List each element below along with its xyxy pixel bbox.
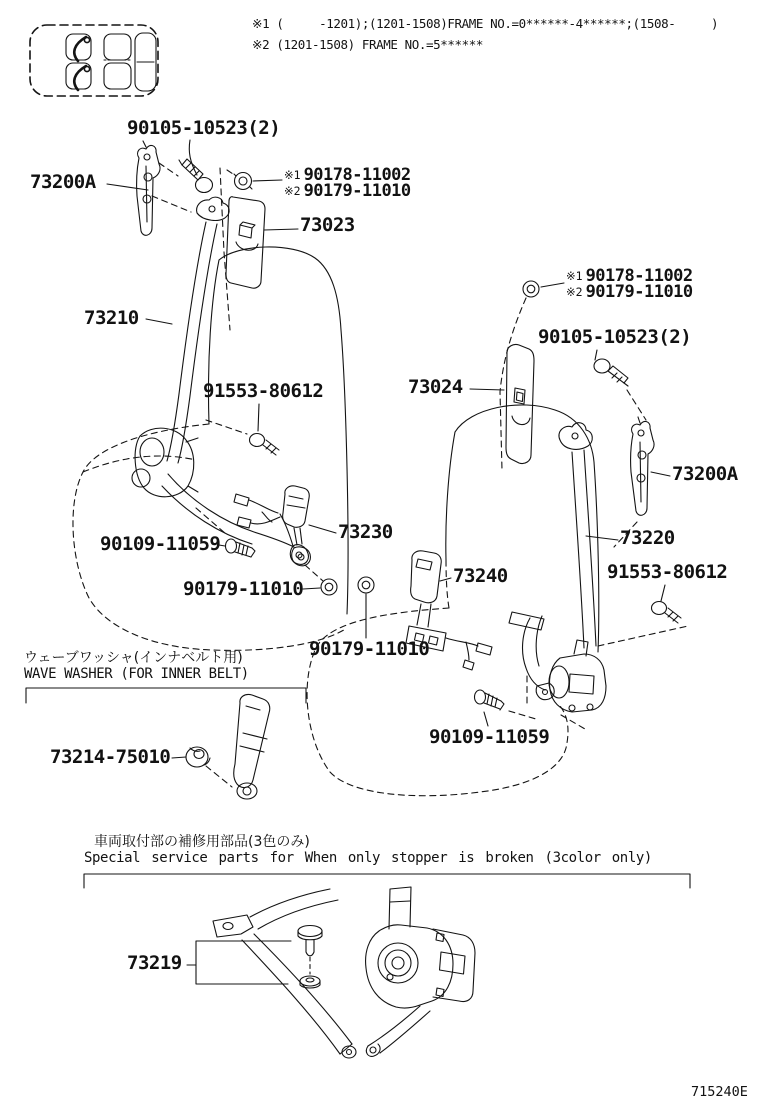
label-73230: 73230 [338,521,393,543]
frame-no-note-2: ※2 (1201-1508) FRAME NO.=5****** [252,37,483,52]
wave-washer-title-jp: ウェーブワッシャ(インナベルト用) [24,650,243,666]
garnish-73023-art [226,197,265,288]
screw-90105-left-art [179,159,213,193]
label-90179-11010-ref-right: 90179-11010 [585,282,693,302]
screw-91553-right-art [652,602,682,624]
nut-90178-left-art [234,173,252,190]
nut-90179-mid-art [358,577,374,593]
right-belt-73220-art [509,423,606,712]
label-ref-nut-left [284,167,411,199]
label-90179-left: 90179-11010 [183,578,304,600]
nut-90178-right-art [523,281,539,297]
label-73210: 73210 [84,307,139,329]
vehicle-top-view-icon [30,25,158,96]
left-assembly-dashes [152,163,323,581]
label-90178-11002-left: 90178-11002 [303,165,411,185]
label-91553-left: 91553-80612 [203,380,324,402]
drawing-code: 715240E [691,1084,748,1100]
screw-91553-left-art [250,434,280,456]
special-parts-title-en: Special service parts for When only stopper is broken (3color only) [84,850,652,866]
label-90178-11002-right: 90178-11002 [585,266,693,286]
right-assembly-dashes [500,298,688,729]
screw-90105-right-art [594,359,628,386]
label-73023: 73023 [300,214,355,236]
wave-washer-title-en: WAVE WASHER (FOR INNER BELT) [24,666,249,682]
label-73219: 73219 [127,952,182,974]
adjuster-73200a-left-art [137,141,160,235]
label-91553-right: 91553-80612 [607,561,728,583]
label-90179-mid: 90179-11010 [309,638,430,660]
garnish-73024-art [506,344,534,463]
label-90109-left: 90109-11059 [100,533,221,555]
nut-90179-left-art [321,579,337,595]
wave-washer-section-art [26,688,306,799]
special-parts-title-jp: 車両取付部の補修用部品(3色のみ) [94,834,310,850]
label-73200a-left: 73200A [30,171,96,193]
label-90109-right: 90109-11059 [429,726,550,748]
bolt-90109-right-art [475,690,505,710]
adjuster-73200a-right-art [631,417,654,515]
label-90105-10523-right: 90105-10523(2) [538,326,692,348]
label-73214-75010: 73214-75010 [50,746,171,768]
ref2-mark-right: ※2 [566,285,583,299]
label-90179-11010-ref-left: 90179-11010 [303,181,411,201]
label-73024: 73024 [408,376,463,398]
label-73240: 73240 [453,565,508,587]
bolt-90109-left-art [226,539,256,557]
ref1-mark-right: ※1 [566,269,583,283]
label-ref-nut-right [566,268,693,300]
ref2-mark: ※2 [284,184,301,198]
label-73220: 73220 [620,527,675,549]
label-90105-10523-left: 90105-10523(2) [127,117,281,139]
inner-belt-73230-art [234,486,309,564]
frame-no-note-1: ※1 ( -1201);(1201-1508)FRAME NO.=0******-4******;(1508- ) [252,16,719,31]
ref1-mark: ※1 [284,168,301,182]
label-73200a-right: 73200A [672,463,738,485]
